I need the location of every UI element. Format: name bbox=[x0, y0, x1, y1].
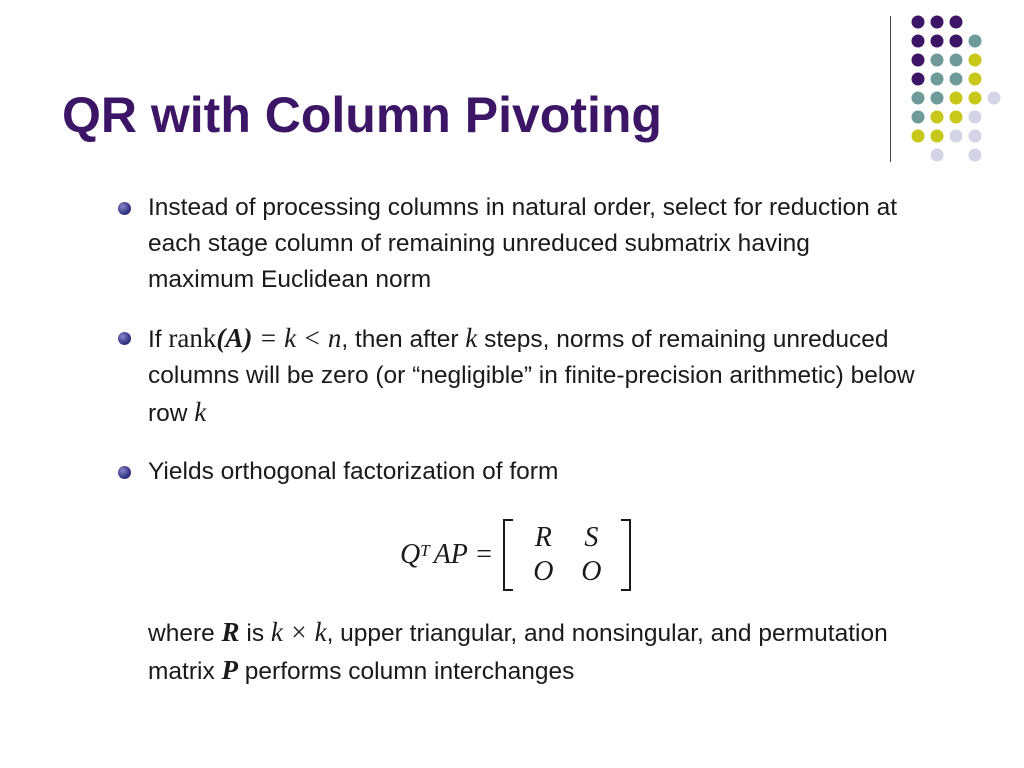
dot-teal bbox=[912, 111, 925, 124]
matrix-cells bbox=[513, 519, 621, 591]
dot-purple bbox=[931, 35, 944, 48]
divider-line bbox=[890, 16, 891, 162]
dot-lavender bbox=[931, 149, 944, 162]
bullet-dot-icon bbox=[118, 466, 131, 479]
dot-yellow bbox=[950, 111, 963, 124]
math-P: P bbox=[221, 655, 238, 685]
right-bracket bbox=[621, 519, 631, 591]
math-rank-arg: (A) bbox=[216, 323, 253, 353]
dot-lavender bbox=[988, 92, 1001, 105]
math-k-row: k bbox=[194, 397, 207, 427]
math-rank-tail: = k < n bbox=[252, 323, 342, 353]
dot-lavender bbox=[969, 130, 982, 143]
bullet-dot-icon bbox=[118, 332, 131, 345]
bullet-list bbox=[118, 190, 918, 490]
math-k: k bbox=[465, 323, 478, 353]
dot-purple bbox=[912, 73, 925, 86]
eq-lhs-rest: AP = bbox=[433, 539, 494, 570]
bullet-text-mid2: steps, norms of remaining unreduced columns will be zero (or “negligible” in finite-precision arithmetic) below row bbox=[148, 326, 915, 427]
dot-yellow bbox=[969, 54, 982, 67]
bullet-text: Instead of processing columns in natural order, select for reduction at each stage column of remaining unreduced submatrix having maximum Euclidean norm bbox=[148, 194, 898, 293]
dot-purple bbox=[931, 16, 944, 29]
dot-teal bbox=[912, 92, 925, 105]
where-text-1: where bbox=[148, 620, 222, 647]
math-k-by-k: k × k bbox=[270, 617, 327, 647]
dot-lavender bbox=[969, 149, 982, 162]
dot-teal bbox=[931, 54, 944, 67]
bullet-item bbox=[118, 320, 918, 432]
dot-yellow bbox=[912, 130, 925, 143]
slide-title: QR with Column Pivoting bbox=[62, 87, 662, 143]
math-rank-fn: rank bbox=[168, 323, 217, 353]
eq-q: Q bbox=[400, 539, 421, 570]
matrix-cell: R bbox=[534, 522, 552, 553]
dot-yellow bbox=[931, 130, 944, 143]
left-bracket bbox=[503, 519, 513, 591]
dot-purple bbox=[912, 16, 925, 29]
dot-teal bbox=[969, 35, 982, 48]
matrix-cell: O bbox=[581, 556, 602, 587]
factorization-equation bbox=[400, 516, 631, 594]
eq-transpose: T bbox=[420, 541, 430, 560]
dot-yellow bbox=[969, 92, 982, 105]
matrix-cell: O bbox=[533, 556, 554, 587]
math-R: R bbox=[221, 617, 240, 647]
dot-teal bbox=[950, 73, 963, 86]
dot-lavender bbox=[950, 130, 963, 143]
bullet-item bbox=[118, 190, 918, 298]
where-text-3: , upper triangular, and nonsingular, and permutation matrix bbox=[148, 620, 888, 685]
matrix-cell: S bbox=[584, 522, 599, 553]
dot-teal bbox=[931, 73, 944, 86]
bullet-text-mid: , then after bbox=[341, 326, 466, 353]
block-matrix bbox=[503, 519, 631, 591]
dot-purple bbox=[950, 35, 963, 48]
where-text-2: is bbox=[239, 620, 271, 647]
dot-yellow bbox=[969, 73, 982, 86]
dot-purple bbox=[912, 54, 925, 67]
dot-purple bbox=[912, 35, 925, 48]
dot-yellow bbox=[950, 92, 963, 105]
dot-teal bbox=[931, 92, 944, 105]
bullet-text: Yields orthogonal factorization of form bbox=[148, 458, 559, 485]
bullet-dot-icon bbox=[118, 202, 131, 215]
dot-yellow bbox=[931, 111, 944, 124]
where-paragraph bbox=[148, 614, 928, 690]
bullet-item bbox=[118, 454, 918, 490]
dot-purple bbox=[950, 16, 963, 29]
where-text-4: performs column interchanges bbox=[238, 658, 575, 685]
bullet-text-prefix: If bbox=[148, 326, 169, 353]
dot-lavender bbox=[969, 111, 982, 124]
dot-teal bbox=[950, 54, 963, 67]
decorative-dot-grid bbox=[0, 0, 1024, 170]
